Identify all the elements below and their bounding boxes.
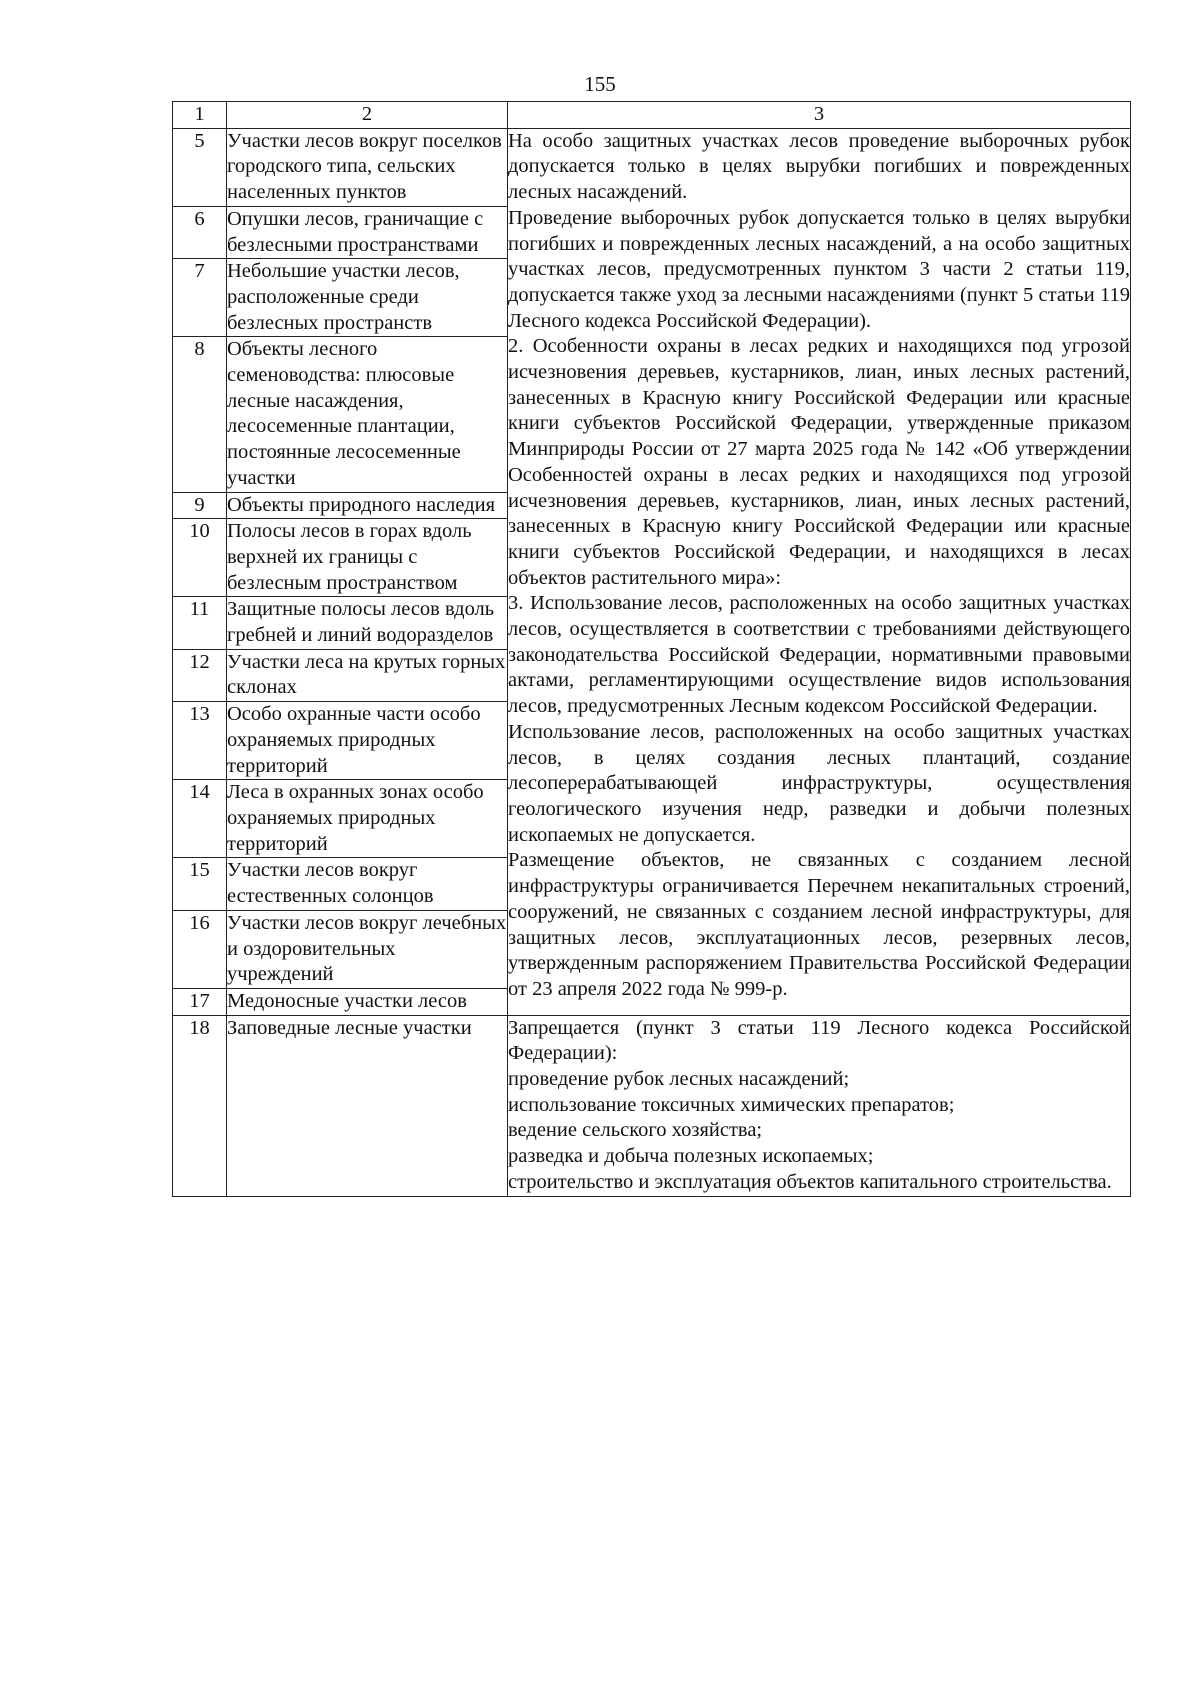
requirement-paragraph: Использование лесов, расположенных на особо защитных участках лесов, в целях создания лесных плантаций, создание лесоперерабатывающей инфраструктуры, осуществления геологического изучения недр, разведки и добычи полезных ископаемых не допускается. (508, 720, 1130, 846)
row-number: 18 (173, 1015, 227, 1196)
row-number: 14 (173, 780, 227, 858)
table-row (173, 128, 1131, 206)
requirement-paragraph: 3. Использование лесов, расположенных на особо защитных участках лесов, осуществляется в соответствии с требованиями действующего законодательства Российской Федерации, нормативными правовыми актами, регламентирующими осуществление видов использования лесов, предусмотренных Лесным кодексом Российской Федерации. (508, 592, 1130, 718)
regulation-table (172, 101, 1131, 1197)
row-number: 17 (173, 988, 227, 1015)
column-header-2: 2 (227, 102, 508, 129)
row-category: Объекты лесного семеноводства: плюсовые лесные насаждения, лесосеменные плантации, постоянные лесосеменные участки (227, 337, 508, 492)
row-category: Защитные полосы лесов вдоль гребней и линий водоразделов (227, 597, 508, 649)
row-number: 9 (173, 492, 227, 519)
requirement-paragraph: На особо защитных участках лесов проведение выборочных рубок допускается только в целях вырубки погибших и поврежденных лесных насаждений. (508, 129, 1130, 204)
row-category: Небольшие участки лесов, расположенные среди безлесных пространств (227, 259, 508, 337)
row-category: Участки леса на крутых горных склонах (227, 649, 508, 701)
row-number: 13 (173, 702, 227, 780)
reserve-restrictions-cell (508, 1015, 1131, 1196)
row-category: Медоносные участки лесов (227, 988, 508, 1015)
requirement-paragraph: Проведение выборочных рубок допускается только в целях вырубки погибших и поврежденных лесных насаждений, а на особо защитных участках лесов, предусмотренных пунктом 3 части 2 статьи 119, допускается также уход за лесными насаждениями (пункт 5 статьи 119 Лесного кодекса Российской Федерации). (508, 206, 1130, 332)
row-number: 10 (173, 519, 227, 597)
column-header-1: 1 (173, 102, 227, 129)
requirement-paragraph: 2. Особенности охраны в лесах редких и находящихся под угрозой исчезновения деревьев, кустарников, лиан, иных лесных растений, занесенных в Красную книгу Российской Федерации или красные книги субъектов Российской Федерации, утвержденные приказом Минприроды России от 27 марта 2025 года № 142 «Об утверждении Особенностей охраны в лесах редких и находящихся под угрозой исчезновения деревьев, кустарников, лиан, иных лесных растений, занесенных в Красную книгу Российской Федерации или красные книги субъектов Российской Федерации, и находящихся в лесах объектов растительного мира»: (508, 335, 1130, 589)
row-number: 8 (173, 337, 227, 492)
shared-requirements-cell (508, 128, 1131, 1015)
row-category: Объекты природного наследия (227, 492, 508, 519)
page-number: 155 (584, 72, 616, 96)
row-category: Заповедные лесные участки (227, 1015, 508, 1196)
row-category: Полосы лесов в горах вдоль верхней их границы с безлесным пространством (227, 519, 508, 597)
row-category: Леса в охранных зонах особо охраняемых природных территорий (227, 780, 508, 858)
row-number: 15 (173, 858, 227, 910)
column-header-3: 3 (508, 102, 1131, 129)
restriction-item: разведка и добыча полезных ископаемых; (508, 1145, 874, 1168)
row-number: 12 (173, 649, 227, 701)
row-category: Опушки лесов, граничащие с безлесными пространствами (227, 206, 508, 258)
row-category: Участки лесов вокруг лечебных и оздоровительных учреждений (227, 910, 508, 988)
requirement-paragraph: Размещение объектов, не связанных с созданием лесной инфраструктуры ограничивается Перечнем некапитальных строений, сооружений, не связанных с созданием лесной инфраструктуры, для защитных лесов, эксплуатационных лесов, резервных лесов, утвержденным распоряжением Правительства Российской Федерации от 23 апреля 2022 года № 999-р. (508, 849, 1130, 1000)
row-category: Особо охранные части особо охраняемых природных территорий (227, 702, 508, 780)
restriction-item: ведение сельского хозяйства; (508, 1119, 763, 1142)
row-category: Участки лесов вокруг поселков городского типа, сельских населенных пунктов (227, 128, 508, 206)
table-header-row (173, 102, 1131, 129)
restriction-intro: Запрещается (пункт 3 статьи 119 Лесного кодекса Российской Федерации): (508, 1016, 1130, 1065)
row-category: Участки лесов вокруг естественных солонцов (227, 858, 508, 910)
restriction-item: использование токсичных химических препаратов; (508, 1093, 955, 1116)
row-number: 11 (173, 597, 227, 649)
table-row (173, 1015, 1131, 1196)
row-number: 7 (173, 259, 227, 337)
row-number: 16 (173, 910, 227, 988)
row-number: 5 (173, 128, 227, 206)
restriction-item: проведение рубок лесных насаждений; (508, 1068, 850, 1091)
row-number: 6 (173, 206, 227, 258)
restriction-item: строительство и эксплуатация объектов капитального строительства. (508, 1170, 1112, 1193)
